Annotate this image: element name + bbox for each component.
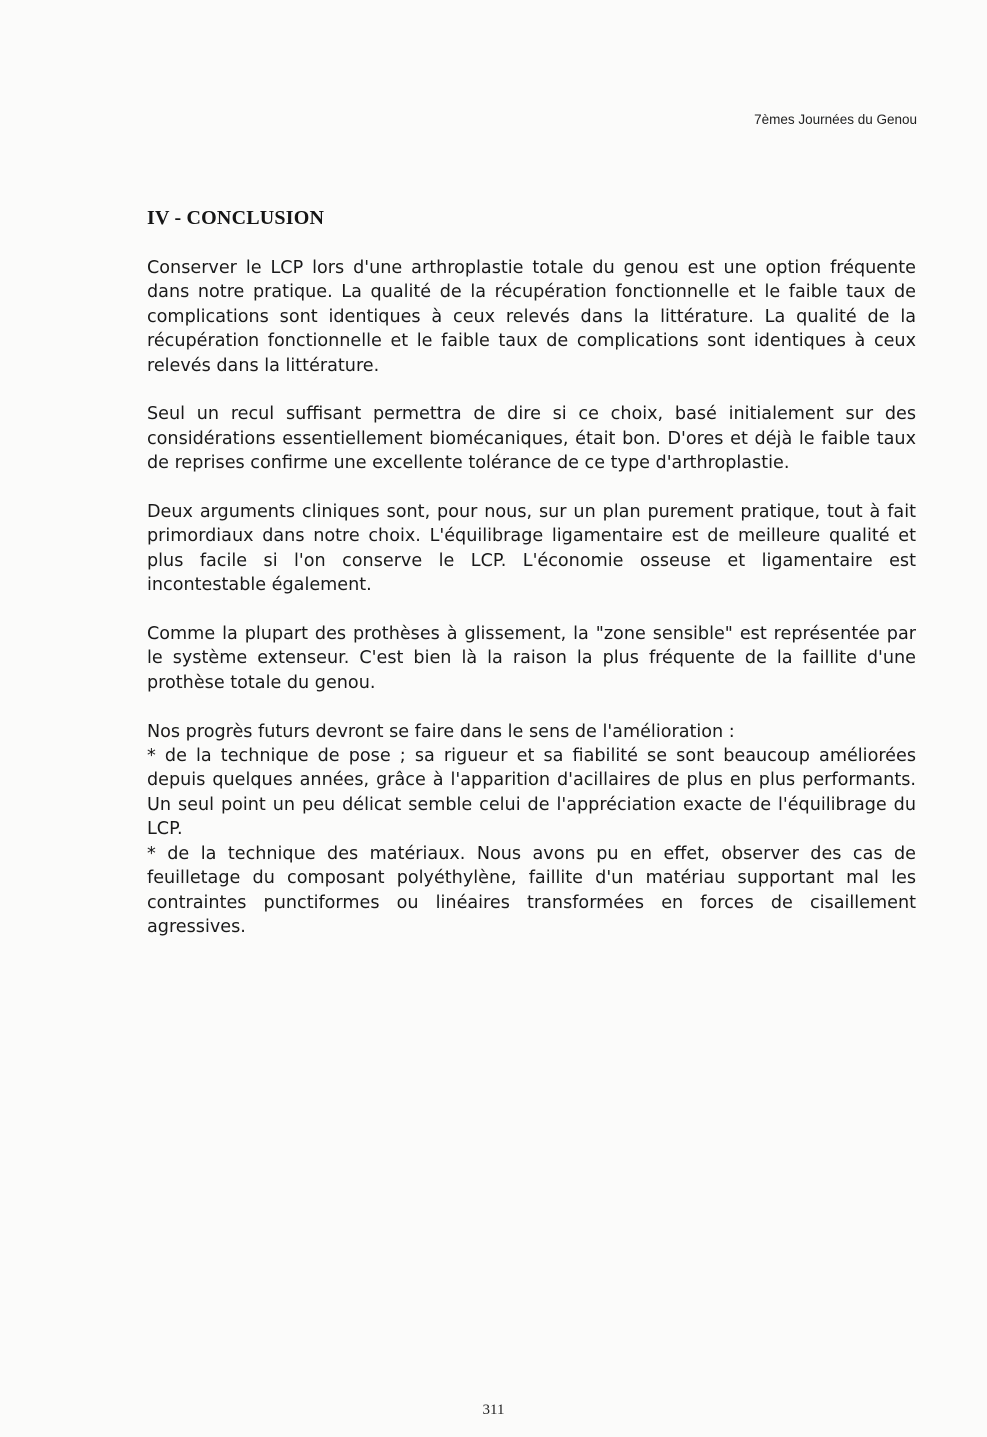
running-header: 7èmes Journées du Genou bbox=[754, 112, 917, 127]
section-heading: IV - CONCLUSION bbox=[147, 207, 325, 229]
section-body bbox=[147, 256, 916, 939]
paragraph-4: Comme la plupart des prothèses à glissement, la "zone sensible" est représentée par le système extenseur. C'est bien là la raison la plus fréquente de la faillite d'une prothèse totale du genou. bbox=[147, 624, 916, 693]
paragraph-2: Seul un recul suffisant permettra de dire si ce choix, basé initialement sur des considérations essentiellement biomécaniques, était bon. D'ores et déjà le faible taux de reprises confirme une excellente tolérance de ce type d'arthroplastie. bbox=[147, 404, 916, 474]
improvement-item-1: * de la technique de pose ; sa rigueur et sa fiabilité se sont beaucoup améliorées depuis quelques années, grâce à l'apparition d'acillaires de plus en plus performants. Un seul point un peu délicat semble celui de l'appréciation exacte de l'équilibrage du LCP. bbox=[147, 746, 916, 840]
improvements-intro: Nos progrès futurs devront se faire dans le sens de l'amélioration : bbox=[147, 721, 735, 742]
page-number: 311 bbox=[482, 1402, 505, 1418]
improvement-item-2: * de la technique des matériaux. Nous avons pu en effet, observer des cas de feuilletage du composant polyéthylène, faillite d'un matériau supportant mal les contraintes punctiformes ou linéaires transformées en forces de cisaillement agressives. bbox=[147, 843, 916, 937]
paragraph-3: Deux arguments cliniques sont, pour nous, sur un plan purement pratique, tout à fait primordiaux dans notre choix. L'équilibrage ligamentaire est de meilleure qualité et plus facile si l'on conserve le LCP. L'économie osseuse et ligamentaire est incontestable également. bbox=[147, 502, 916, 596]
paragraph-1: Conserver le LCP lors d'une arthroplastie totale du genou est une option fréquente dans notre pratique. La qualité de la récupération fonctionnelle et le faible taux de complications sont identiques à ceux relevés dans la littérature. La qualité de la récupération fonctionnelle et le faible taux de complications sont identiques à ceux relevés dans la littérature. bbox=[147, 258, 916, 376]
